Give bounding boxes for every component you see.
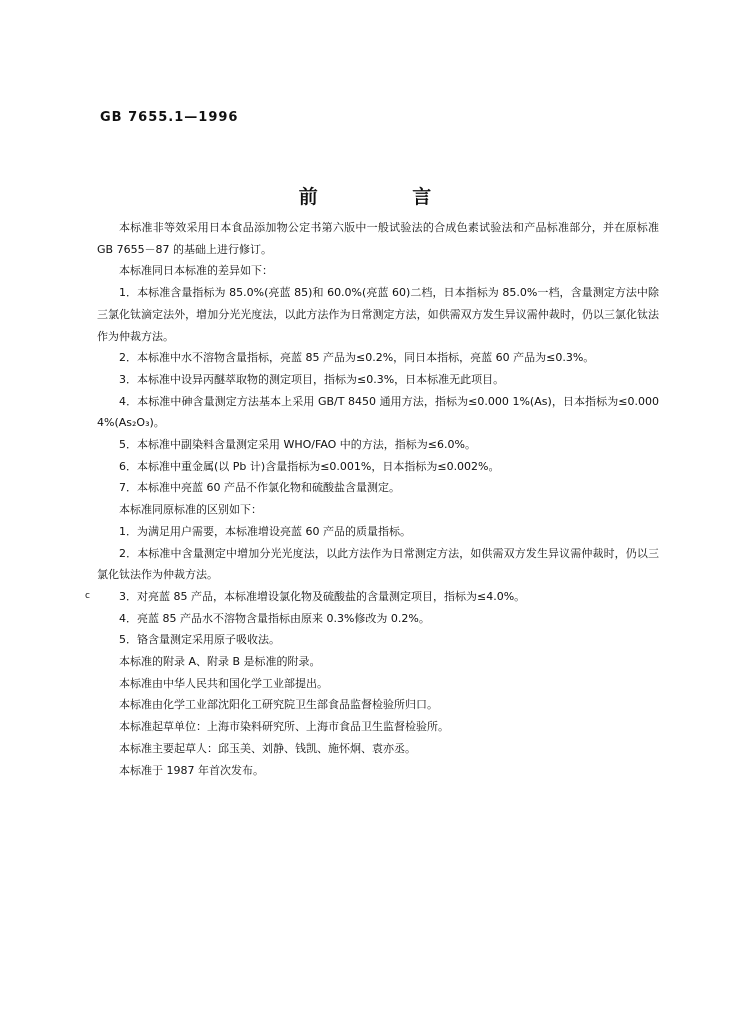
page-title-text: 前 言: [298, 186, 476, 208]
paragraph-intro: 本标准非等效采用日本食品添加物公定书第六版中一般试验法的合成色素试验法和产品标准部分，并在原标准 GB 7655－87 的基础上进行修订。: [97, 221, 659, 256]
paragraph-drafting-units: 本标准起草单位：上海市染料研究所、上海市食品卫生监督检验所。: [119, 720, 449, 734]
paragraph-diff-heading: 本标准同日本标准的差异如下：: [119, 264, 273, 278]
paragraph-change-2: 2．本标准中含量测定中增加分光光度法，以此方法作为日常测定方法，如供需双方发生异议需仲裁时，仍以三氯化钛法作为仲裁方法。: [97, 546, 659, 582]
paragraph-diff-1: 1．本标准含量指标为 85.0%(亮蓝 85)和 60.0%(亮蓝 60)二档，日本指标为 85.0%一档，含量测定方法中除三氯化钛滴定法外，增加分光光度法，以此方法作为日常测定方法，如供需双方发生异议需仲裁时，仍以三氯化钛法作为仲裁方法。: [97, 286, 659, 343]
paragraph-diff-5: 5．本标准中副染料含量测定采用 WHO/FAO 中的方法，指标为≤6.0%。: [119, 438, 476, 452]
margin-mark: c: [85, 590, 90, 601]
foreword-body: [85, 217, 659, 781]
paragraph-first-published: 本标准于 1987 年首次发布。: [119, 763, 264, 777]
paragraph-diff-7: 7．本标准中亮蓝 60 产品不作氯化物和硫酸盐含量测定。: [119, 481, 400, 495]
paragraph-change-4: 4．亮蓝 85 产品水不溶物含量指标由原来 0.3%修改为 0.2%。: [119, 611, 430, 625]
paragraph-centralized-by: 本标准由化学工业部沈阳化工研究院卫生部食品监督检验所归口。: [119, 698, 438, 712]
paragraph-diff-6: 6．本标准中重金属(以 Pb 计)含量指标为≤0.001%，日本指标为≤0.002%。: [119, 459, 500, 473]
paragraph-change-heading: 本标准同原标准的区别如下：: [119, 503, 262, 517]
standard-code: GB 7655.1—1996: [100, 110, 239, 125]
paragraph-change-1: 1．为满足用户需要，本标准增设亮蓝 60 产品的质量指标。: [119, 524, 411, 538]
paragraph-change-3-wrap: [85, 586, 659, 608]
paragraph-proposed-by: 本标准由中华人民共和国化学工业部提出。: [119, 676, 328, 690]
paragraph-change-3: 3．对亮蓝 85 产品，本标准增设氯化物及硫酸盐的含量测定项目，指标为≤4.0%。: [119, 589, 526, 603]
paragraph-change-5: 5．铬含量测定采用原子吸收法。: [119, 633, 280, 647]
paragraph-appendix: 本标准的附录 A、附录 B 是标准的附录。: [119, 655, 321, 669]
paragraph-diff-3: 3．本标准中设异丙醚萃取物的测定项目，指标为≤0.3%，日本标准无此项目。: [119, 372, 505, 386]
paragraph-diff-4: 4．本标准中砷含量测定方法基本上采用 GB/T 8450 通用方法，指标为≤0.000 1%(As)，日本指标为≤0.000 4%(As₂O₃)。: [97, 394, 659, 430]
page-title: [0, 182, 730, 209]
paragraph-diff-2: 2．本标准中水不溶物含量指标，亮蓝 85 产品为≤0.2%，同日本指标，亮蓝 60 产品为≤0.3%。: [119, 351, 595, 365]
paragraph-drafters: 本标准主要起草人：邱玉美、刘静、钱凯、施怀炯、袁亦丞。: [119, 741, 416, 755]
